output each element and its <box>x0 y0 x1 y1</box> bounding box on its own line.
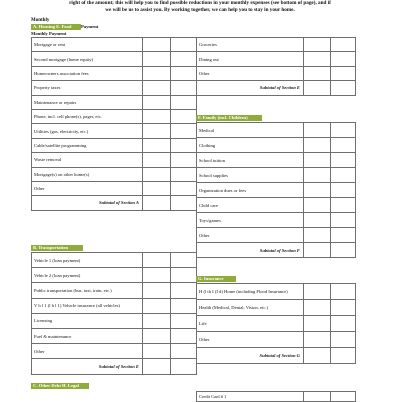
expense-label: Waste removal <box>32 153 143 167</box>
amount-cell[interactable] <box>143 283 171 298</box>
amount-cell[interactable] <box>304 183 331 198</box>
amount-cell[interactable] <box>143 181 171 195</box>
expense-label: Vehicle 2 (loan payment) <box>32 268 143 283</box>
amount-cell[interactable] <box>143 253 171 268</box>
subtotal-reduction-cell[interactable] <box>331 243 356 258</box>
reduction-cell[interactable] <box>331 66 356 80</box>
expense-row <box>197 228 356 243</box>
amount-cell[interactable] <box>304 52 331 66</box>
amount-cell[interactable] <box>304 300 331 316</box>
expense-label: Property taxes <box>32 81 143 95</box>
section-transportation-title: B. Transportation <box>31 245 83 251</box>
reduction-cell[interactable] <box>171 344 197 359</box>
amount-cell[interactable] <box>143 328 171 343</box>
amount-cell[interactable] <box>143 298 171 313</box>
expense-label: Maintenance or repairs <box>32 95 143 109</box>
amount-cell[interactable] <box>304 332 331 348</box>
amount-cell[interactable] <box>304 316 331 332</box>
expense-row <box>32 268 197 283</box>
expense-label: School supplies <box>197 168 304 183</box>
amount-cell[interactable] <box>304 284 331 300</box>
amount-cell[interactable] <box>304 38 331 52</box>
reduction-cell[interactable] <box>331 123 356 138</box>
expense-label: Groceries <box>197 38 304 52</box>
expense-row <box>197 316 356 332</box>
expense-row <box>32 344 197 359</box>
expense-row <box>197 168 356 183</box>
expense-row <box>32 328 197 343</box>
amount-cell[interactable] <box>304 198 331 213</box>
amount-cell[interactable] <box>143 109 171 123</box>
reduction-cell[interactable] <box>331 138 356 153</box>
expense-label: Other <box>197 332 304 348</box>
section-g-table <box>196 283 356 364</box>
reduction-cell[interactable] <box>171 328 197 343</box>
expense-row <box>32 109 197 123</box>
subtotal-amount-cell[interactable] <box>143 196 171 210</box>
expense-label: Health (Medical, Dental, Vision, etc.) <box>197 300 304 316</box>
amount-cell[interactable] <box>143 81 171 95</box>
reduction-cell[interactable] <box>331 52 356 66</box>
reduction-cell[interactable] <box>171 81 197 95</box>
amount-cell[interactable] <box>143 95 171 109</box>
amount-cell[interactable] <box>143 313 171 328</box>
expense-label: Clothing <box>197 138 304 153</box>
expense-label: Fuel & maintenance <box>32 328 143 343</box>
subtotal-row <box>32 359 197 374</box>
reduction-cell[interactable] <box>171 298 197 313</box>
reduction-cell[interactable] <box>331 183 356 198</box>
reduction-cell[interactable] <box>331 198 356 213</box>
expense-row <box>197 38 356 52</box>
section-g-title: G. Insurance <box>196 276 236 282</box>
subtotal-row <box>197 348 356 364</box>
amount-cell[interactable] <box>304 213 331 228</box>
reduction-cell[interactable] <box>171 138 197 152</box>
subtotal-amount-cell[interactable] <box>304 81 331 95</box>
expense-label: School tuition <box>197 153 304 168</box>
reduction-cell[interactable] <box>171 66 197 80</box>
subtotal-amount-cell[interactable] <box>304 243 331 258</box>
expense-row <box>32 253 197 268</box>
section-a-title: A. Housing E. Food <box>31 24 81 30</box>
expense-label: V h l 1 (l h l 1) Vehicle insurance (all vehicles) <box>32 298 143 313</box>
subtotal-label: Subtotal of Section F <box>197 243 304 258</box>
reduction-cell[interactable] <box>331 284 356 300</box>
amount-cell[interactable] <box>143 38 171 52</box>
monthly-heading: Monthly <box>31 18 50 23</box>
amount-cell[interactable] <box>304 168 331 183</box>
expense-row <box>32 138 197 152</box>
expense-label: Phone, incl. cell phone(s), pager, etc. <box>32 109 143 123</box>
expense-row <box>197 284 356 300</box>
amount-cell[interactable] <box>304 138 331 153</box>
expense-label: Credit Card # 1 <box>197 392 304 402</box>
expense-row <box>32 66 197 80</box>
expense-label: Medical <box>197 123 304 138</box>
section-f-table <box>196 122 356 258</box>
expense-row <box>197 300 356 316</box>
section-e-table <box>196 37 356 96</box>
expense-label: Toys/games <box>197 213 304 228</box>
reduction-cell[interactable] <box>331 392 356 402</box>
subtotal-label: Subtotal of Section E <box>197 81 304 95</box>
amount-cell[interactable] <box>143 52 171 66</box>
expense-row <box>32 124 197 138</box>
reduction-cell[interactable] <box>171 52 197 66</box>
expense-label: Other <box>197 66 304 80</box>
intro-line-1: right of the amount; this will help you to find possible reductions in your monthly expenses (see bottom of page), and if <box>69 0 331 6</box>
amount-cell[interactable] <box>143 138 171 152</box>
expense-row <box>197 198 356 213</box>
amount-cell[interactable] <box>143 167 171 181</box>
reduction-cell[interactable] <box>171 253 197 268</box>
subtotal-amount-cell[interactable] <box>143 359 171 374</box>
subtotal-label: Subtotal of Section G <box>197 348 304 364</box>
amount-cell[interactable] <box>304 228 331 243</box>
reduction-cell[interactable] <box>331 213 356 228</box>
amount-cell[interactable] <box>304 123 331 138</box>
expense-row <box>197 153 356 168</box>
expense-row <box>32 52 197 66</box>
reduction-cell[interactable] <box>171 283 197 298</box>
expense-label: Cable/satellite programming <box>32 138 143 152</box>
expense-row <box>32 298 197 313</box>
amount-cell[interactable] <box>143 344 171 359</box>
subtotal-reduction-cell[interactable] <box>171 359 197 374</box>
expense-label: Other <box>32 181 143 195</box>
expense-row <box>32 181 197 195</box>
expense-label: Mortgage(s) on other home(s) <box>32 167 143 181</box>
amount-cell[interactable] <box>143 268 171 283</box>
amount-cell[interactable] <box>143 124 171 138</box>
expense-row <box>197 66 356 80</box>
expense-row <box>197 52 356 66</box>
reduction-cell[interactable] <box>331 228 356 243</box>
expense-row <box>197 213 356 228</box>
expense-label: H (l th I (I d) Home (including Flood Insurance) <box>197 284 304 300</box>
reduction-cell[interactable] <box>171 181 197 195</box>
subtotal-label: Subtotal of Section A <box>32 196 143 210</box>
reduction-cell[interactable] <box>331 153 356 168</box>
section-c-table <box>196 391 356 402</box>
reduction-cell[interactable] <box>171 167 197 181</box>
subtotal-label: Subtotal of Section E <box>32 359 143 374</box>
expense-row <box>197 332 356 348</box>
expense-label: Utilities (gas, electricity, etc.) <box>32 124 143 138</box>
expense-row <box>32 38 197 52</box>
amount-cell[interactable] <box>304 153 331 168</box>
expense-row <box>32 81 197 95</box>
intro-line-2: we will be us to assist you. By working together, we can help you to stay in your home. <box>105 6 295 13</box>
reduction-cell[interactable] <box>171 109 197 123</box>
reduction-cell[interactable] <box>171 268 197 283</box>
expense-row <box>32 313 197 328</box>
expense-label: Other <box>197 228 304 243</box>
section-c-title: C. Other Debt H. Legal <box>31 383 89 389</box>
reduction-cell[interactable] <box>331 316 356 332</box>
amount-cell[interactable] <box>143 153 171 167</box>
expense-label: Dining out <box>197 52 304 66</box>
subtotal-reduction-cell[interactable] <box>331 348 356 364</box>
subtotal-amount-cell[interactable] <box>304 348 331 364</box>
amount-cell[interactable] <box>304 66 331 80</box>
expense-label: Child care <box>197 198 304 213</box>
expense-row <box>197 183 356 198</box>
expense-label: Second mortgage (home equity) <box>32 52 143 66</box>
expense-label: Licensing <box>32 313 143 328</box>
expense-row <box>32 167 197 181</box>
reduction-cell[interactable] <box>171 153 197 167</box>
reduction-cell[interactable] <box>331 332 356 348</box>
expense-label: Mortgage or rent <box>32 38 143 52</box>
expense-row <box>197 392 356 402</box>
section-a-table <box>31 37 197 211</box>
section-f-title: F. Family (incl. Children) <box>196 115 262 121</box>
expense-label: Life <box>197 316 304 332</box>
reduction-cell[interactable] <box>331 38 356 52</box>
subtotal-row <box>32 196 197 210</box>
expense-row <box>32 153 197 167</box>
section-transportation-table <box>31 252 197 375</box>
expense-label: Organization dues or fees <box>197 183 304 198</box>
reduction-cell[interactable] <box>171 38 197 52</box>
reduction-cell[interactable] <box>171 124 197 138</box>
reduction-cell[interactable] <box>171 95 197 109</box>
subtotal-row <box>197 81 356 95</box>
expense-row <box>197 123 356 138</box>
expense-row <box>32 95 197 109</box>
intro-text <box>20 0 380 13</box>
reduction-cell[interactable] <box>171 313 197 328</box>
expense-label: Homeowners association fees <box>32 66 143 80</box>
monthly-payment-header: Monthly Payment <box>31 31 67 36</box>
expense-label: Other <box>32 344 143 359</box>
expense-label: Public transportation (bus, taxi, train, etc.) <box>32 283 143 298</box>
amount-cell[interactable] <box>143 66 171 80</box>
expense-row <box>197 138 356 153</box>
expense-row <box>32 283 197 298</box>
subtotal-reduction-cell[interactable] <box>171 196 197 210</box>
subtotal-row <box>197 243 356 258</box>
reduction-cell[interactable] <box>331 168 356 183</box>
reduction-cell[interactable] <box>331 300 356 316</box>
section-a-title-suffix: Payment <box>81 24 99 29</box>
amount-cell[interactable] <box>304 392 331 402</box>
subtotal-reduction-cell[interactable] <box>331 81 356 95</box>
expense-label: Vehicle 1 (loan payment) <box>32 253 143 268</box>
